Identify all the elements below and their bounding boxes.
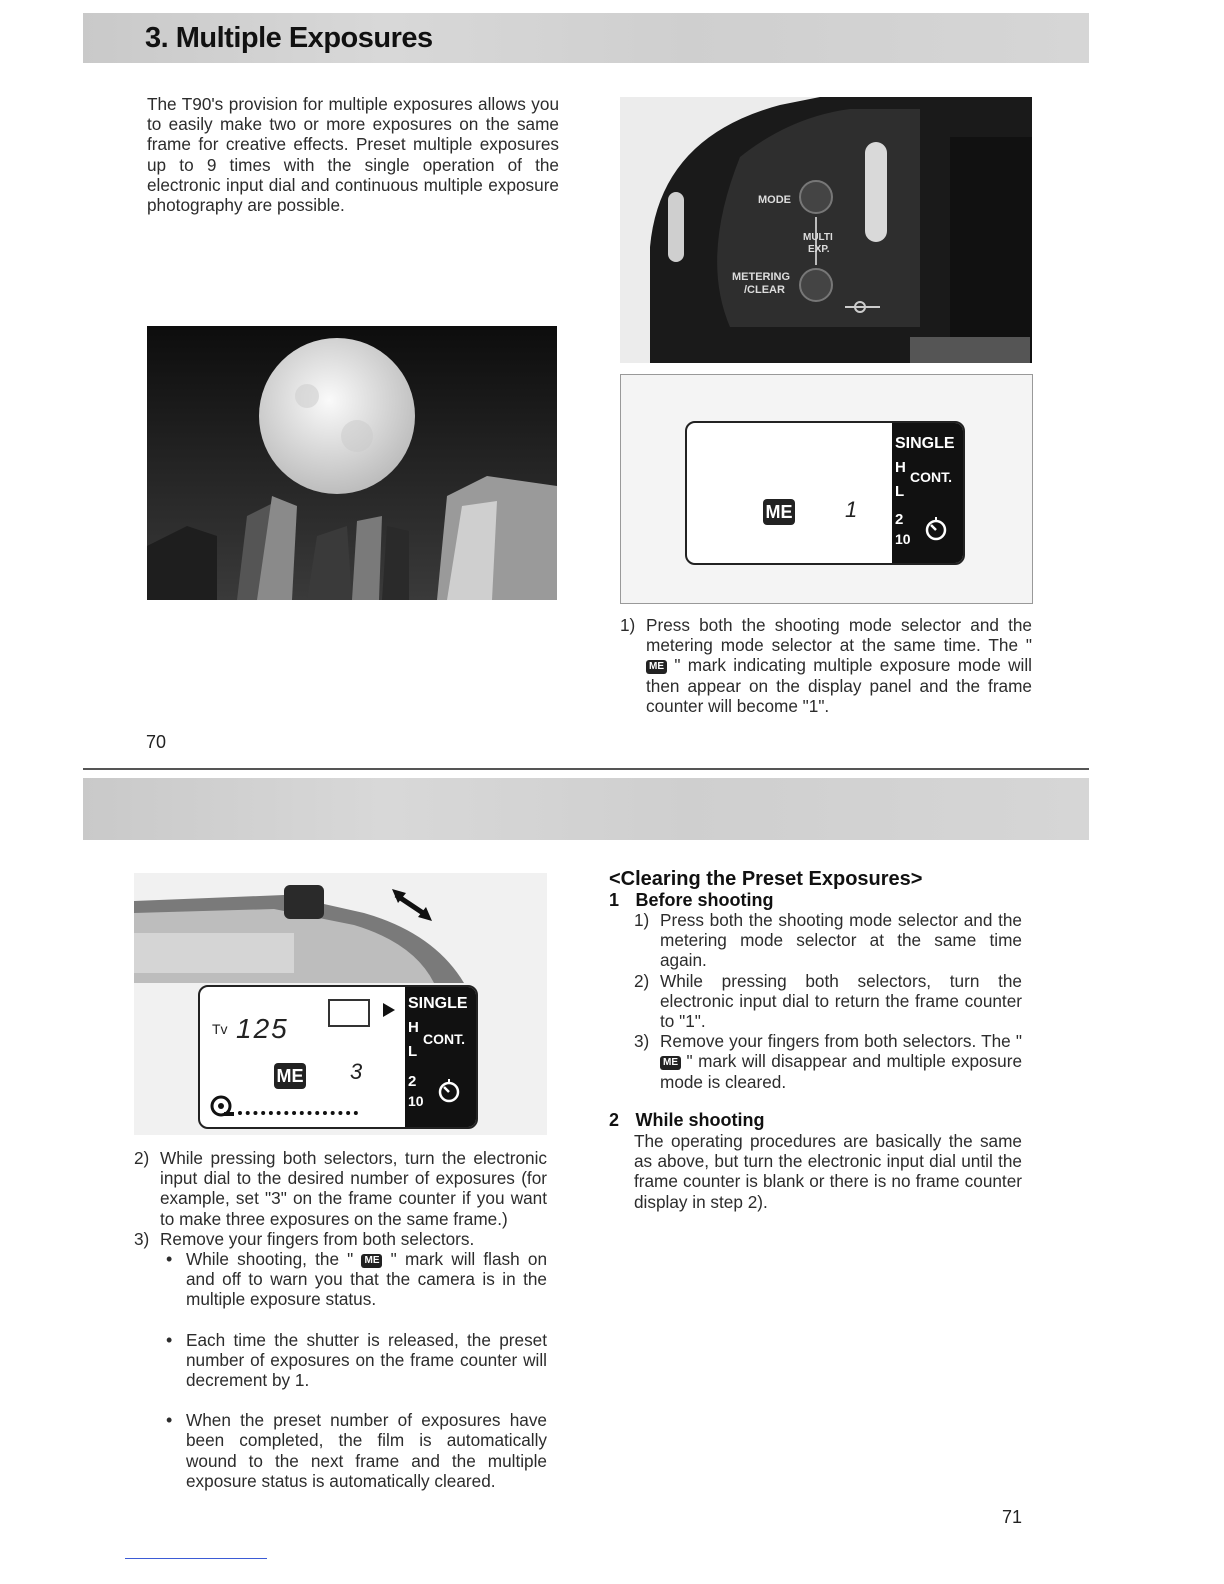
film-transport-bar <box>238 1111 358 1115</box>
title-banner <box>83 13 1089 63</box>
bullet-auto-wind: • When the preset number of exposures have been completed, the film is automatically wound to the next frame and the multiple exposure status is automatically cleared. <box>160 1410 547 1491</box>
drive-mode-panel-2 <box>405 987 476 1127</box>
frame-counter-2: 3 <box>350 1059 363 1084</box>
frame-counter: 1 <box>845 497 858 522</box>
l-label-2: L <box>408 1043 418 1060</box>
blank-banner <box>83 778 1089 840</box>
h-label: H <box>895 459 906 476</box>
h-label-2: H <box>408 1019 419 1036</box>
step-1-item: 1) Press both the shooting mode selector and the metering mode selector at the same time. The " ME " mark indicating multiple exposure mode will then appear on the display panel and the frame counter will become "1". <box>620 615 1032 716</box>
cont-label: CONT. <box>910 469 952 485</box>
clear-step-1: 1) Press both the shooting mode selector and the metering mode selector at the same time again. <box>634 910 1022 971</box>
me-mark-icon: ME <box>660 1056 681 1070</box>
page-title: 3. Multiple Exposures <box>145 22 433 54</box>
camera-top-illustration <box>134 873 547 983</box>
multi-label: MULTI <box>803 232 833 243</box>
shutter-speed-readout: 125 <box>236 1013 289 1044</box>
lcd-display-frame-1 <box>620 374 1033 604</box>
me-indicator: ME <box>763 499 795 525</box>
metering-label: METERING <box>732 271 791 283</box>
page-number-70: 70 <box>146 732 167 752</box>
tv-label: Tv <box>212 1021 228 1037</box>
l-label: L <box>895 483 905 500</box>
section-2-heading <box>609 1110 764 1131</box>
section-1-heading <box>609 890 773 911</box>
bullet-flash-warning: • While shooting, the " ME " mark will flash on and off to warn you that the camera is in the multiple exposure status. <box>160 1249 547 1310</box>
step-2-number: 2) <box>134 1148 150 1168</box>
step-2-item: 2) While pressing both selectors, turn the electronic input dial to the desired number of exposures (for example, set "3" on the frame counter if you want to make three exposures on the same frame.) <box>134 1148 547 1229</box>
section-2-number: 2 <box>609 1110 620 1130</box>
clear-label: /CLEAR <box>744 284 785 296</box>
steps-2-3 <box>134 1148 547 1511</box>
step-3-item: 3) Remove your fingers from both selectors. <box>134 1228 475 1249</box>
exp-label: EXP. <box>808 244 830 255</box>
step-1 <box>620 615 1032 716</box>
clear-step-2: 2) While pressing both selectors, turn the electronic input dial to return the frame counter to "1". <box>634 970 1022 1032</box>
timer-2-label: 2 <box>895 511 904 528</box>
section-2-title: While shooting <box>635 1110 765 1130</box>
lcd-display-frame-2 <box>134 873 547 1135</box>
self-timer-icon <box>922 515 950 543</box>
lcd-screen-1 <box>685 421 965 565</box>
film-cartridge-icon <box>210 1095 234 1117</box>
drive-mode-panel <box>892 423 963 563</box>
section-1-steps <box>634 910 1022 1092</box>
step-1-number: 1) <box>620 615 636 635</box>
section-1-title: Before shooting <box>635 890 774 910</box>
bullet-decrement: • Each time the shutter is released, the preset number of exposures on the frame counter will decrement by 1. <box>160 1330 547 1391</box>
clear-step-3: 3) Remove your fingers from both selectors. The " ME " mark will disappear and multiple exposure mode is cleared. <box>634 1031 1022 1092</box>
timer-10-label-2: 10 <box>408 1093 424 1109</box>
bottom-rule <box>125 1558 267 1559</box>
single-label-2: SINGLE <box>408 995 468 1012</box>
me-mark-icon: ME <box>361 1254 382 1268</box>
clearing-heading: <Clearing the Preset Exposures> <box>609 868 923 890</box>
moon-city-image <box>147 326 557 600</box>
me-mark-icon: ME <box>646 660 667 674</box>
camera-top-photo <box>620 97 1032 363</box>
camera-illustration <box>620 97 1032 363</box>
single-label: SINGLE <box>895 435 955 452</box>
timer-10-label: 10 <box>895 531 911 547</box>
mode-label: MODE <box>758 194 791 206</box>
lcd-screen-2 <box>198 985 478 1129</box>
pointer-arrow-icon <box>383 1003 395 1017</box>
frame-indicator-box <box>328 999 370 1027</box>
page-divider <box>83 768 1089 770</box>
section-1-number: 1 <box>609 890 620 910</box>
self-timer-icon-2 <box>435 1077 463 1105</box>
step-3-number: 3) <box>134 1228 150 1249</box>
moon-photo <box>147 326 557 600</box>
cont-label-2: CONT. <box>423 1031 465 1047</box>
timer-2-label-2: 2 <box>408 1073 417 1090</box>
me-indicator-2: ME <box>274 1063 306 1089</box>
intro-paragraph: The T90's provision for multiple exposures allows you to easily make two or more exposures on the same frame for creative effects. Preset multiple exposures up to 9 times with the single operation of the electronic input dial and continuous multiple exposure photography are possible. <box>147 94 559 216</box>
section-2-text: The operating procedures are basically the same as above, but turn the electronic input dial until the frame counter is blank or there is no frame counter display in step 2). <box>634 1131 1022 1212</box>
page-number-71: 71 <box>1002 1507 1023 1527</box>
